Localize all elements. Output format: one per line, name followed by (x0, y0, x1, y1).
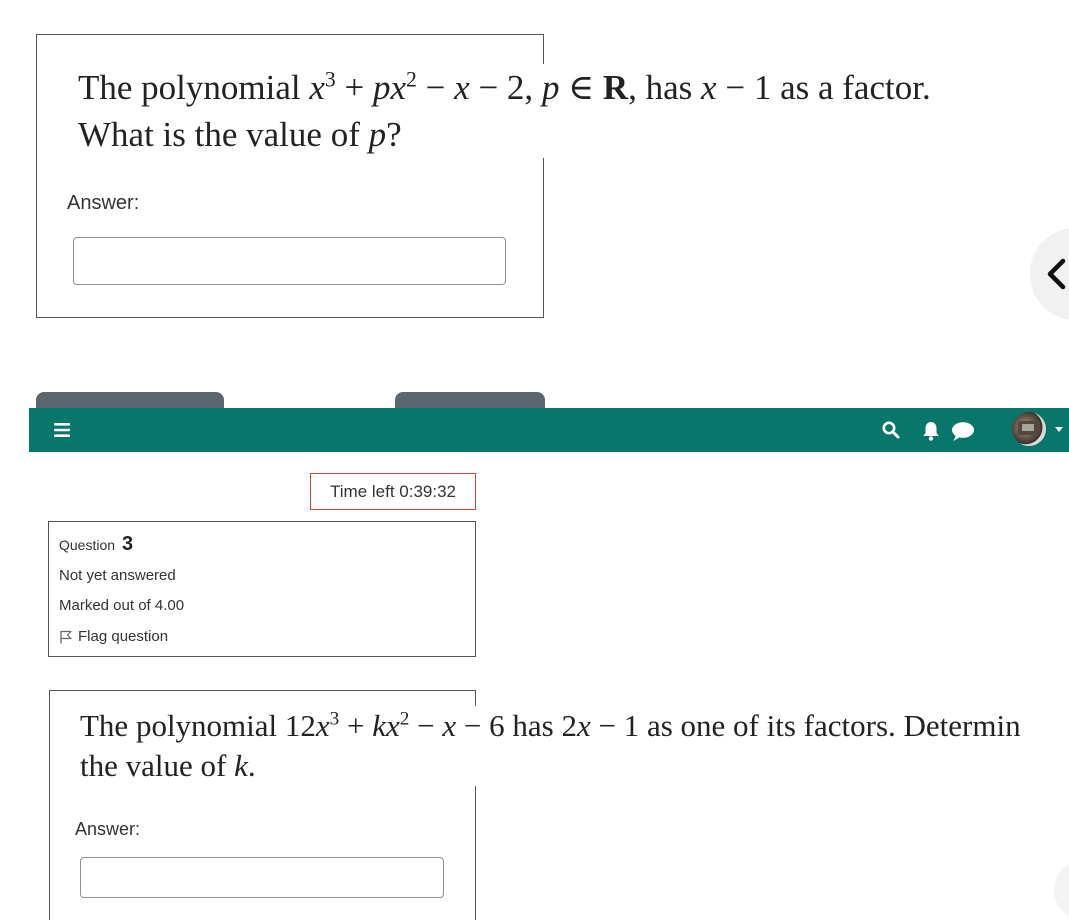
bell-icon[interactable] (921, 420, 941, 442)
top-navbar (29, 408, 1069, 452)
math-var: p (541, 68, 560, 107)
question-text-fragment: − 1 as one of its factors. Determin (590, 708, 1021, 743)
question-text-current (80, 706, 1021, 786)
previous-page-button[interactable] (36, 392, 224, 408)
math-var: x (386, 708, 400, 743)
drawer-toggle-button-partial[interactable] (1054, 860, 1069, 920)
math-operator: + (339, 708, 373, 743)
question-text-fragment: the value of (80, 748, 235, 783)
math-operator: − (409, 708, 443, 743)
question-text-fragment: , has (628, 68, 702, 107)
math-operator: − (416, 68, 455, 107)
math-exponent: 2 (406, 67, 417, 92)
user-avatar[interactable] (1012, 412, 1046, 446)
chevron-left-icon (1045, 258, 1067, 290)
question-text-fragment: . (247, 748, 256, 783)
math-exponent: 3 (324, 67, 336, 92)
math-exponent: 3 (329, 708, 340, 730)
question-text-fragment: What is the value of (78, 115, 369, 154)
answer-input-current[interactable] (80, 857, 444, 898)
math-var: x (315, 708, 330, 743)
next-page-button[interactable] (395, 392, 545, 408)
chat-bubble-icon[interactable] (950, 421, 976, 443)
question-number-value: 3 (121, 533, 134, 555)
question-text-fragment: − 2, (469, 68, 542, 107)
math-var: x (309, 68, 325, 107)
question-info-panel (48, 521, 476, 657)
question-state: Not yet answered (59, 567, 176, 584)
math-var: x (576, 708, 591, 743)
question-text-fragment: The polynomial (78, 68, 310, 107)
question-grade: Marked out of 4.00 (59, 597, 185, 614)
search-icon[interactable] (881, 420, 901, 440)
question-text-fragment: ? (386, 115, 402, 154)
flag-icon (59, 630, 73, 644)
question-text-fragment: − 1 as a factor. (716, 68, 931, 107)
question-number-label: Question (59, 537, 116, 553)
caret-down-icon[interactable] (1055, 427, 1063, 432)
math-exponent: 2 (399, 708, 410, 730)
math-operator: ∈ (559, 68, 603, 107)
math-var: x (390, 68, 407, 107)
drawer-toggle-button[interactable] (1030, 228, 1069, 320)
hamburger-icon[interactable] (53, 421, 71, 439)
math-var: x (442, 708, 457, 743)
answer-label-current: Answer: (75, 819, 141, 839)
answer-input-previous[interactable] (73, 237, 506, 285)
flag-question-label: Flag question (78, 628, 169, 645)
question-text-fragment: − 6 has 2 (456, 708, 577, 743)
math-var: k (234, 748, 248, 783)
math-var: x (701, 68, 717, 107)
question-text-fragment: The polynomial 12 (80, 708, 316, 743)
math-var: p (368, 115, 387, 154)
math-var: x (454, 68, 470, 107)
math-var: p (373, 68, 391, 107)
time-left-timer: Time left 0:39:32 (310, 473, 476, 510)
math-operator: + (335, 68, 373, 107)
flag-question-link[interactable] (59, 628, 168, 645)
math-set-reals: R (602, 68, 629, 107)
question-number (59, 533, 133, 556)
math-var: k (372, 708, 387, 743)
question-text-previous (78, 64, 931, 158)
answer-label-previous: Answer: (67, 192, 140, 214)
